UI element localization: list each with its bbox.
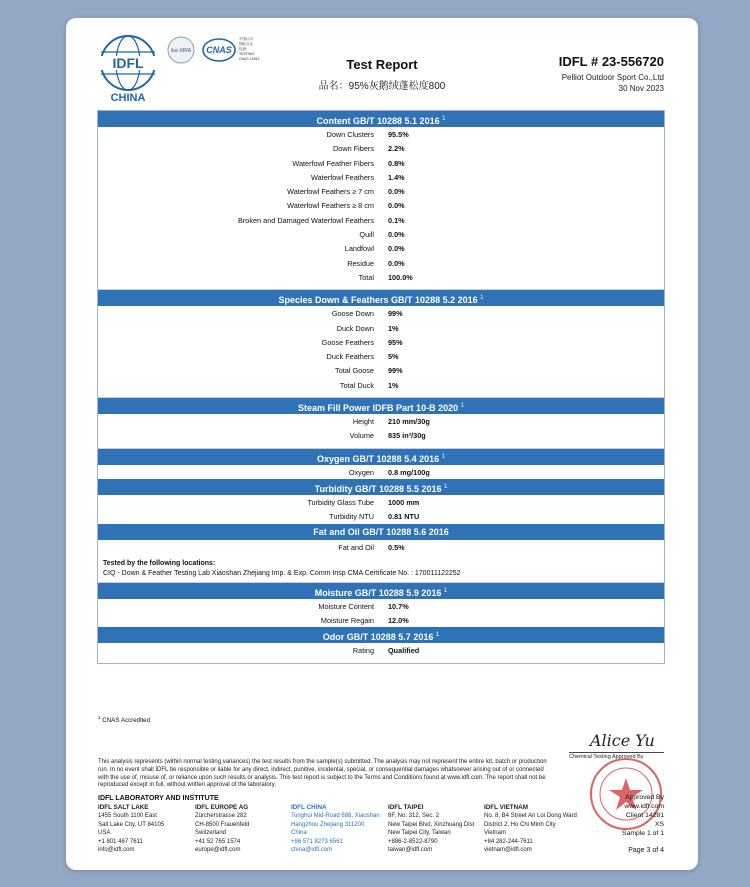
- table-row: [98, 241, 664, 255]
- row-value: 1.4%: [388, 172, 405, 182]
- table-row: [98, 321, 664, 335]
- tested-locations: [98, 557, 664, 583]
- row-value: 99%: [388, 366, 403, 376]
- table-row: [98, 643, 664, 657]
- row-label: Moisture Regain: [320, 616, 374, 626]
- row-label: Total Duck: [339, 380, 374, 390]
- section-spacer: [98, 658, 664, 663]
- approval-info: [622, 794, 664, 839]
- office-china: IDFL CHINA Tonghui Mid-Road 688, Xiaoshan Hangzhou Zhejiang 311200 China +86 571 8273 6561 china@idfl.com: [291, 804, 380, 854]
- report-id-block: [559, 54, 664, 93]
- row-value: 210 mm/30g: [388, 417, 430, 427]
- tested-heading: Tested by the following locations:: [103, 559, 216, 567]
- svg-text:中国认可: 中国认可: [239, 37, 253, 41]
- table-row: [98, 156, 664, 170]
- report-subtitle: 品名：95%灰鹅绒蓬松度800: [318, 81, 446, 92]
- row-label: Total: [358, 272, 374, 282]
- accreditation-footnote: $^1$ CNAS Accredited: [98, 715, 151, 725]
- row-value: 10.7%: [388, 601, 409, 611]
- table-row: [98, 363, 664, 377]
- oxygen-section-header: Oxygen GB/T 10288 5.4 2016 $^1$: [98, 449, 664, 465]
- row-label: Turbidity Glass Tube: [307, 497, 374, 507]
- row-value: Qualified: [388, 646, 420, 656]
- table-row: [98, 540, 664, 554]
- row-value: 1%: [388, 323, 399, 333]
- table-row: [98, 141, 664, 155]
- office-taipei: IDFL TAIPEI 8F, No. 312, Sec. 2 New Taipei Blvd, Xinzhuang Dist New Taipei City, Taiwan +886-2-8522-8790 taiwan@idfl.com: [388, 804, 475, 854]
- table-row: [98, 256, 664, 270]
- row-label: Oxygen: [348, 467, 374, 477]
- signature-label: Chemical Testing Approved By: [569, 752, 664, 760]
- odor-section-header: Odor GB/T 10288 5.7 2016 $^1$: [98, 627, 664, 643]
- row-label: Down Fibers: [333, 144, 374, 154]
- page-number: Page 3 of 4: [628, 847, 664, 854]
- fillpower-section-header: Steam Fill Power IDFB Part 10-B 2020 $^1$: [98, 398, 664, 414]
- report-number: IDFL # 23-556720: [558, 54, 664, 69]
- row-label: Turbidity NTU: [329, 512, 374, 522]
- logo-country: CHINA: [110, 92, 146, 104]
- report-header: [66, 18, 698, 110]
- office-vietnam: IDFL VIETNAM No. 8, B4 Street An Loi Dong Ward District 2, Ho Chi Minh City Vietnam +84 282-244-7611 vietnam@idfl.com: [484, 804, 577, 854]
- row-label: Goose Feathers: [321, 337, 374, 347]
- table-row: [98, 378, 664, 392]
- content-section-header: Content GB/T 10288 5.1 2016 $^1$: [98, 111, 664, 127]
- row-label: Duck Down: [336, 323, 374, 333]
- table-row: [98, 335, 664, 349]
- row-value: 0.0%: [388, 244, 405, 254]
- row-value: 0.5%: [388, 542, 405, 552]
- office-europe: IDFL EUROPE AG Zürcherstrasse 282 CH-8500 Frauenfeld Switzerland +41 52 765 1574 europe@idfl.com: [195, 804, 250, 854]
- table-row: [98, 213, 664, 227]
- svg-text:CNAS: CNAS: [206, 45, 232, 55]
- row-label: Height: [352, 417, 374, 427]
- fatoil-section-header: Fat and Oil GB/T 10288 5.6 2016: [98, 524, 664, 540]
- table-row: [98, 599, 664, 613]
- row-label: Total Goose: [335, 366, 374, 376]
- row-label: Waterfowl Feather Fibers: [292, 158, 374, 168]
- sample-count: Sample 1 of 1: [622, 829, 664, 837]
- table-row: [98, 465, 664, 479]
- report-page: [66, 18, 698, 870]
- row-value: 0.0%: [388, 258, 405, 268]
- office-salt-lake: IDFL SALT LAKE 1455 South 1100 East Salt Lake City, UT 84105 USA +1 801 467 7611 info@idfl.com: [98, 804, 165, 854]
- table-row: [98, 509, 664, 523]
- row-value: 1%: [388, 380, 399, 390]
- website-link[interactable]: www.idfl.com: [624, 802, 664, 810]
- row-label: Moisture Content: [318, 601, 374, 611]
- idfl-logo-text: IDFL: [112, 55, 144, 71]
- svg-text:国际互认: 国际互认: [239, 42, 253, 46]
- row-label: Waterfowl Feathers ≥ 8 cm: [287, 201, 374, 211]
- results-table: [97, 110, 665, 664]
- row-value: 5%: [388, 352, 399, 362]
- row-value: 95.5%: [388, 130, 409, 139]
- size-value: XS: [654, 820, 664, 828]
- row-label: Waterfowl Feathers ≥ 7 cm: [287, 187, 374, 197]
- row-value: 0.8%: [388, 158, 405, 168]
- tested-location-text: CIQ - Down & Feather Testing Lab Xiaoshan Zhejiang Imp. & Exp. Comm Insp CMA Certificate No. : 170011122252: [103, 569, 461, 577]
- row-value: 0.1%: [388, 215, 405, 225]
- approved-by: Approved By: [625, 794, 664, 801]
- table-row: [98, 198, 664, 212]
- table-row: [98, 270, 664, 284]
- svg-text:ilac-MRA: ilac-MRA: [170, 48, 192, 54]
- row-label: Waterfowl Feathers: [311, 172, 374, 182]
- row-value: 0.0%: [388, 187, 405, 197]
- table-row: [98, 227, 664, 241]
- svg-text:Alice Yu: Alice Yu: [590, 731, 655, 750]
- lab-title: IDFL LABORATORY AND INSTITUTE: [98, 795, 219, 802]
- row-value: 12.0%: [388, 616, 409, 626]
- report-date: 30 Nov 2023: [618, 84, 664, 93]
- row-value: 835 in³/30g: [388, 431, 426, 441]
- table-row: [98, 170, 664, 184]
- svg-text:CNAS L6943: CNAS L6943: [239, 57, 260, 61]
- row-value: 100.0%: [388, 272, 413, 282]
- row-value: 95%: [388, 337, 403, 347]
- table-row: [98, 495, 664, 509]
- table-row: [98, 306, 664, 320]
- row-label: Broken and Damaged Waterfowl Feathers: [237, 215, 374, 225]
- row-value: 0.8 mg/100g: [388, 467, 430, 477]
- row-value: 0.0%: [388, 230, 405, 240]
- row-label: Fat and Oil: [338, 542, 374, 552]
- report-title: Test Report: [346, 57, 418, 72]
- moisture-section-header: Moisture GB/T 10288 5.9 2016 $^1$: [98, 583, 664, 599]
- row-label: Rating: [352, 646, 374, 656]
- row-value: 2.2%: [388, 144, 405, 154]
- row-label: Quill: [359, 230, 374, 240]
- row-label: Landfowl: [344, 244, 374, 254]
- legal-disclaimer: This analysis represents (within normal testing variances) the test results from the sample(s) submitted. The analysis may not represent the entire lot, batch or production run. In no event shall IDFL be responsible or liable for any direct, indirect, punitive, incidental, special, or consequential damages whatsoever arising out of or connected with the use of, misuse of, or reliance upon such results or analysis. This test report is subject to the Terms and Conditions found at www.idfl.com. The report shall not be reproduced except in full, without written approval of the laboratory.: [98, 759, 547, 789]
- table-row: [98, 127, 664, 141]
- table-row: [98, 613, 664, 627]
- table-row: [98, 414, 664, 428]
- svg-text:检测: 检测: [239, 47, 246, 51]
- row-label: Down Clusters: [326, 130, 374, 139]
- client-company: Pelliot Outdoor Sport Co.,Ltd: [561, 73, 664, 82]
- row-value: 99%: [388, 309, 403, 319]
- row-label: Volume: [349, 431, 374, 441]
- row-label: Residue: [347, 258, 374, 268]
- row-value: 1000 mm: [388, 497, 420, 507]
- table-row: [98, 349, 664, 363]
- row-label: Goose Down: [331, 309, 374, 319]
- table-row: [98, 428, 664, 442]
- row-label: Duck Feathers: [326, 352, 374, 362]
- turbidity-section-header: Turbidity GB/T 10288 5.5 2016 $^1$: [98, 479, 664, 495]
- row-value: 0.81 NTU: [388, 512, 420, 522]
- row-value: 0.0%: [388, 201, 405, 211]
- species-section-header: Species Down & Feathers GB/T 10288 5.2 2016 $^1$: [98, 290, 664, 306]
- table-row: [98, 184, 664, 198]
- svg-text:TESTING: TESTING: [239, 52, 255, 56]
- client-number: Client 14281: [625, 811, 664, 819]
